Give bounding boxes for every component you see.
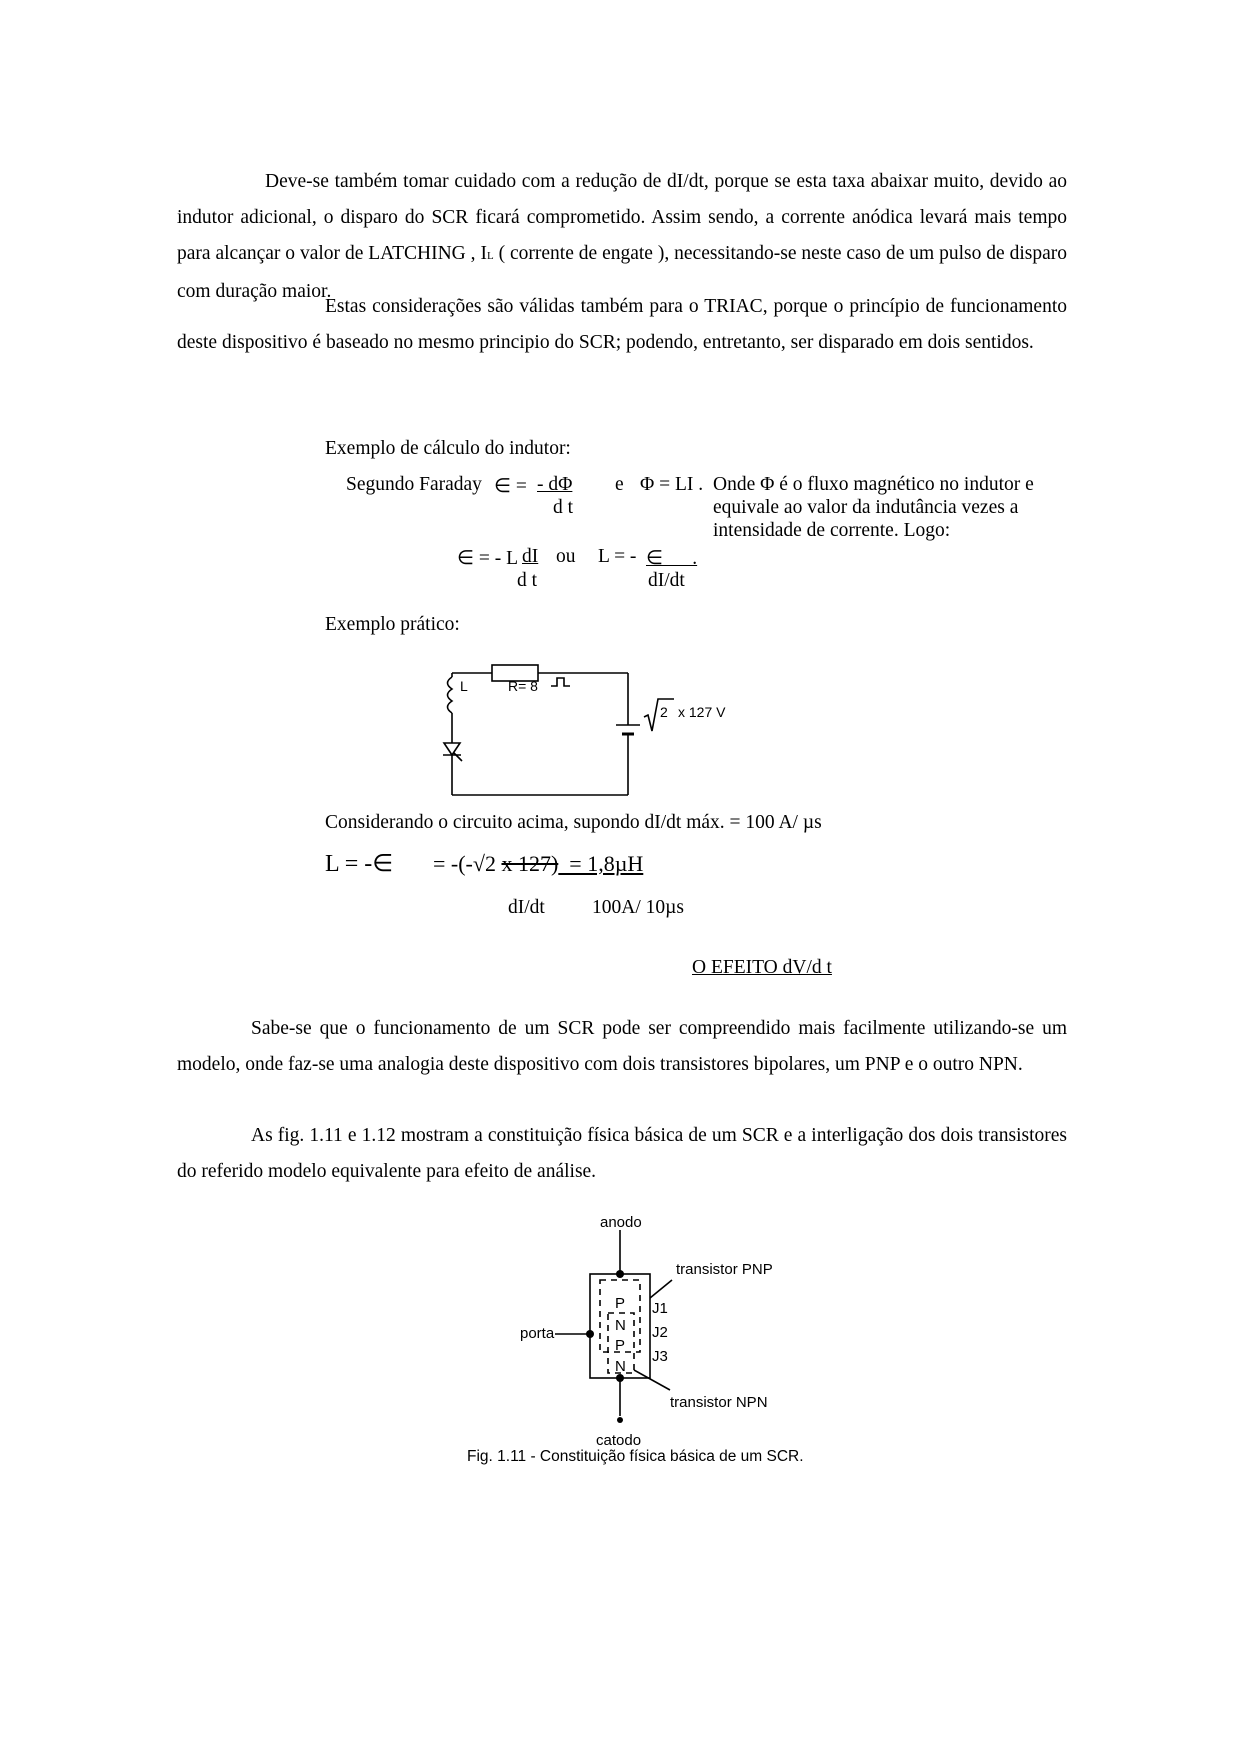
- eq2-lhs: ∈ = - L: [457, 548, 519, 569]
- junction-j1: J1: [652, 1300, 668, 1317]
- resistor-label: R= 8: [508, 678, 538, 694]
- paragraph-text: Sabe-se que o funcionamento de um SCR pode ser compreendido mais facilmente utilizando-se um modelo, onde faz-se uma analogia deste dispositivo com dois transistores bipolares, um PNP e o outro NPN.: [177, 1018, 1067, 1075]
- calc-mid: [433, 851, 643, 877]
- section-title: O EFEITO dV/d t: [692, 957, 832, 978]
- source-value: x 127 V: [678, 704, 726, 720]
- layer-p2: P: [615, 1337, 626, 1354]
- flux-note-line3: intensidade de corrente. Logo:: [713, 520, 951, 541]
- source-radicand: 2: [660, 704, 668, 720]
- flux-note-line2: equivale ao valor da indutância vezes a: [713, 497, 1019, 518]
- paragraph-text-end: ( corrente de engate ), necessitando-se neste caso de um pulso de disparo com duração maior.: [177, 243, 1067, 302]
- inductor-label: L: [460, 678, 468, 694]
- anode-dot: [616, 1270, 624, 1278]
- paragraph-text: Estas considerações são válidas também para o TRIAC, porque o princípio de funcionamento deste dispositivo é baseado no mesmo principio do SCR; podendo, entretanto, ser disparado em dois sentidos.: [177, 296, 1067, 353]
- layer-n1: N: [615, 1317, 626, 1334]
- calc-lhs: L = -∈: [325, 851, 394, 877]
- practical-example-title: Exemplo prático:: [325, 614, 460, 635]
- cathode-terminal: [617, 1417, 623, 1423]
- scr-symbol: [444, 743, 460, 755]
- pnp-pointer: [650, 1280, 672, 1298]
- calc-den2: 100A/ 10µs: [592, 897, 684, 918]
- eq3-numerator: ∈ .: [646, 548, 698, 569]
- layer-n2: N: [615, 1358, 626, 1375]
- eq2-numerator: dI: [522, 546, 539, 567]
- gate-dot: [586, 1330, 594, 1338]
- scr-structure-figure: [520, 1210, 880, 1460]
- figure-caption: Fig. 1.11 - Constituição física básica de um SCR.: [467, 1448, 804, 1465]
- considering-text: Considerando o circuito acima, supondo dI/dt máx. = 100 A/ µs: [325, 812, 822, 833]
- paragraph-text: Deve-se também tomar cuidado com a redução de dI/dt, porque se esta taxa abaixar muito, devido ao indutor adicional, o disparo do SCR ficará comprometido. Assim sendo, a corrente anódica levará mais tempo para alcançar o valor de LATCHING , I: [177, 171, 1067, 264]
- flux-note-line1: Onde Φ é o fluxo magnético no indutor e: [713, 474, 1034, 495]
- porta-label: porta: [520, 1325, 555, 1342]
- eq2-denominator: d t: [517, 570, 538, 591]
- cathode-dot: [616, 1374, 624, 1382]
- inductor-coil: [448, 677, 453, 713]
- npn-pointer: [634, 1370, 670, 1390]
- anodo-label: anodo: [600, 1214, 642, 1231]
- eq3-denominator: dI/dt: [648, 570, 685, 591]
- catodo-label: catodo: [596, 1432, 642, 1449]
- junction-j3: J3: [652, 1348, 668, 1365]
- calc-mid-struck: x 127): [501, 851, 559, 876]
- calc-result: = 1,8µH: [558, 851, 644, 876]
- layer-p1: P: [615, 1295, 626, 1312]
- emf-lhs: ∈ =: [494, 476, 527, 497]
- calc-mid-prefix: = -(-√2: [433, 851, 502, 876]
- paragraph-figures: [177, 1118, 1067, 1190]
- junction-j2: J2: [652, 1324, 668, 1341]
- ohm-symbol: [551, 678, 570, 686]
- paragraph-triac: [177, 289, 1067, 361]
- word-ou: ou: [556, 546, 576, 567]
- conjunction-e: e: [615, 474, 624, 495]
- flux-equation: Φ = LI .: [640, 474, 704, 495]
- emf-numerator: - dΦ: [537, 474, 573, 495]
- subscript-l: L: [486, 250, 494, 262]
- eq3-lhs: L = -: [598, 546, 637, 567]
- calc-den1: dI/dt: [508, 897, 545, 918]
- circuit-diagram: [430, 655, 770, 805]
- example-calc-title: Exemplo de cálculo do indutor:: [325, 438, 571, 459]
- transistor-npn-label: transistor NPN: [670, 1394, 768, 1411]
- paragraph-text: As fig. 1.11 e 1.12 mostram a constituição física básica de um SCR e a interligação dos dois transistores do referido modelo equivalente para efeito de análise.: [177, 1125, 1067, 1182]
- transistor-pnp-label: transistor PNP: [676, 1261, 773, 1278]
- emf-denominator: d t: [553, 497, 574, 518]
- sqrt-sign: [644, 699, 674, 731]
- faraday-label: Segundo Faraday: [346, 474, 482, 495]
- paragraph-scr-model: [177, 1011, 1067, 1083]
